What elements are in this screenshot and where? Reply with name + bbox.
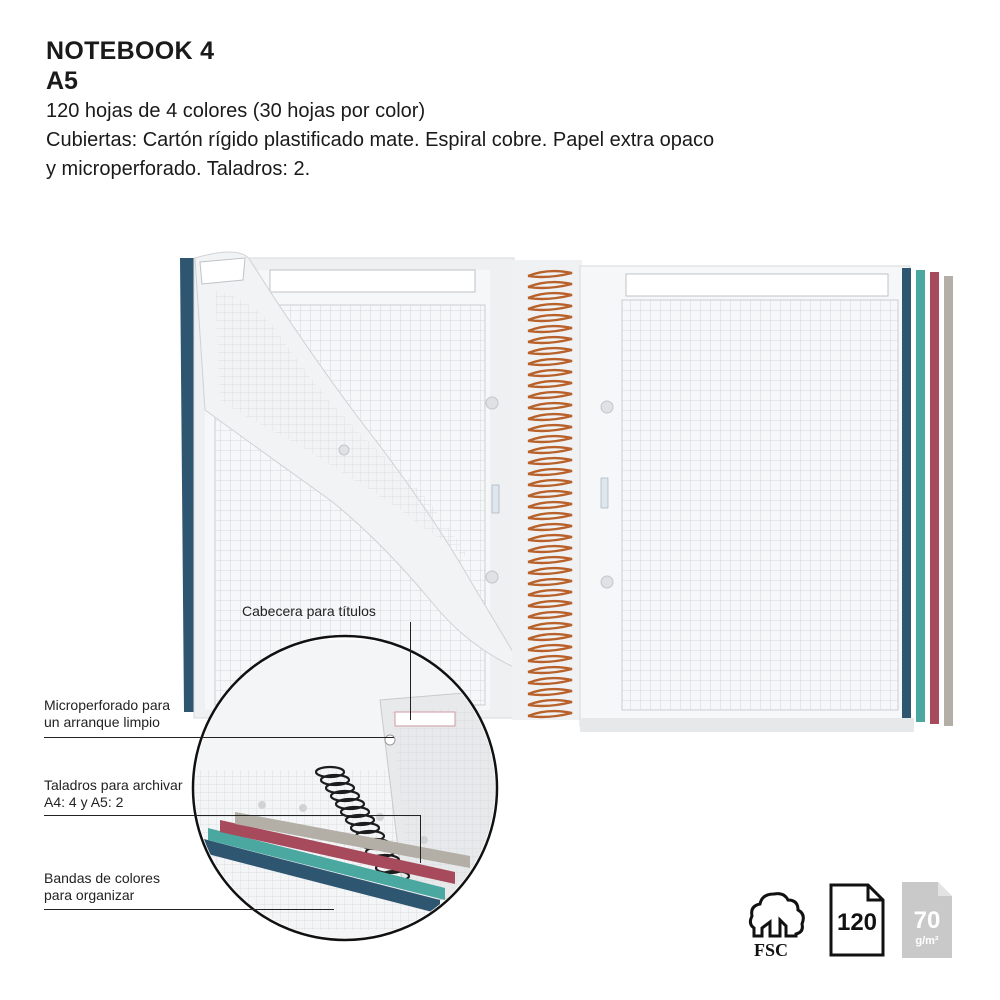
callout-holes: Taladros para archivar A4: 4 y A5: 2	[44, 777, 183, 810]
callout-holes-line	[44, 815, 420, 816]
sheet-count-text: 120	[836, 909, 878, 936]
paper-weight-unit: g/m²	[915, 935, 939, 947]
callout-perforated: Microperforado para un arranque limpio	[44, 697, 171, 730]
callout-bands-line	[44, 909, 334, 910]
description-line-3: y microperforado. Taladros: 2.	[46, 158, 311, 180]
right-page	[580, 266, 910, 726]
fsc-logo	[744, 884, 812, 960]
product-size: A5	[46, 67, 78, 95]
fsc-text: FSC	[754, 940, 789, 960]
callout-header-line	[410, 622, 411, 720]
description-line-2: Cubiertas: Cartón rígido plastificado mate. Espiral cobre. Papel extra opaco	[46, 129, 715, 151]
callout-bands: Bandas de colores para organizar	[44, 870, 160, 903]
paper-weight-icon	[902, 882, 952, 958]
callout-perforated-line	[44, 737, 394, 738]
callout-header-label: Cabecera para títulos	[242, 603, 376, 619]
callout-holes-vline	[420, 815, 421, 863]
paper-weight-value: 70	[913, 907, 941, 934]
detail-magnifier	[190, 636, 500, 940]
description-line-1: 120 hojas de 4 colores (30 hojas por color)	[46, 100, 426, 122]
product-title: NOTEBOOK 4	[46, 37, 215, 65]
sheet-count-icon	[828, 882, 886, 958]
